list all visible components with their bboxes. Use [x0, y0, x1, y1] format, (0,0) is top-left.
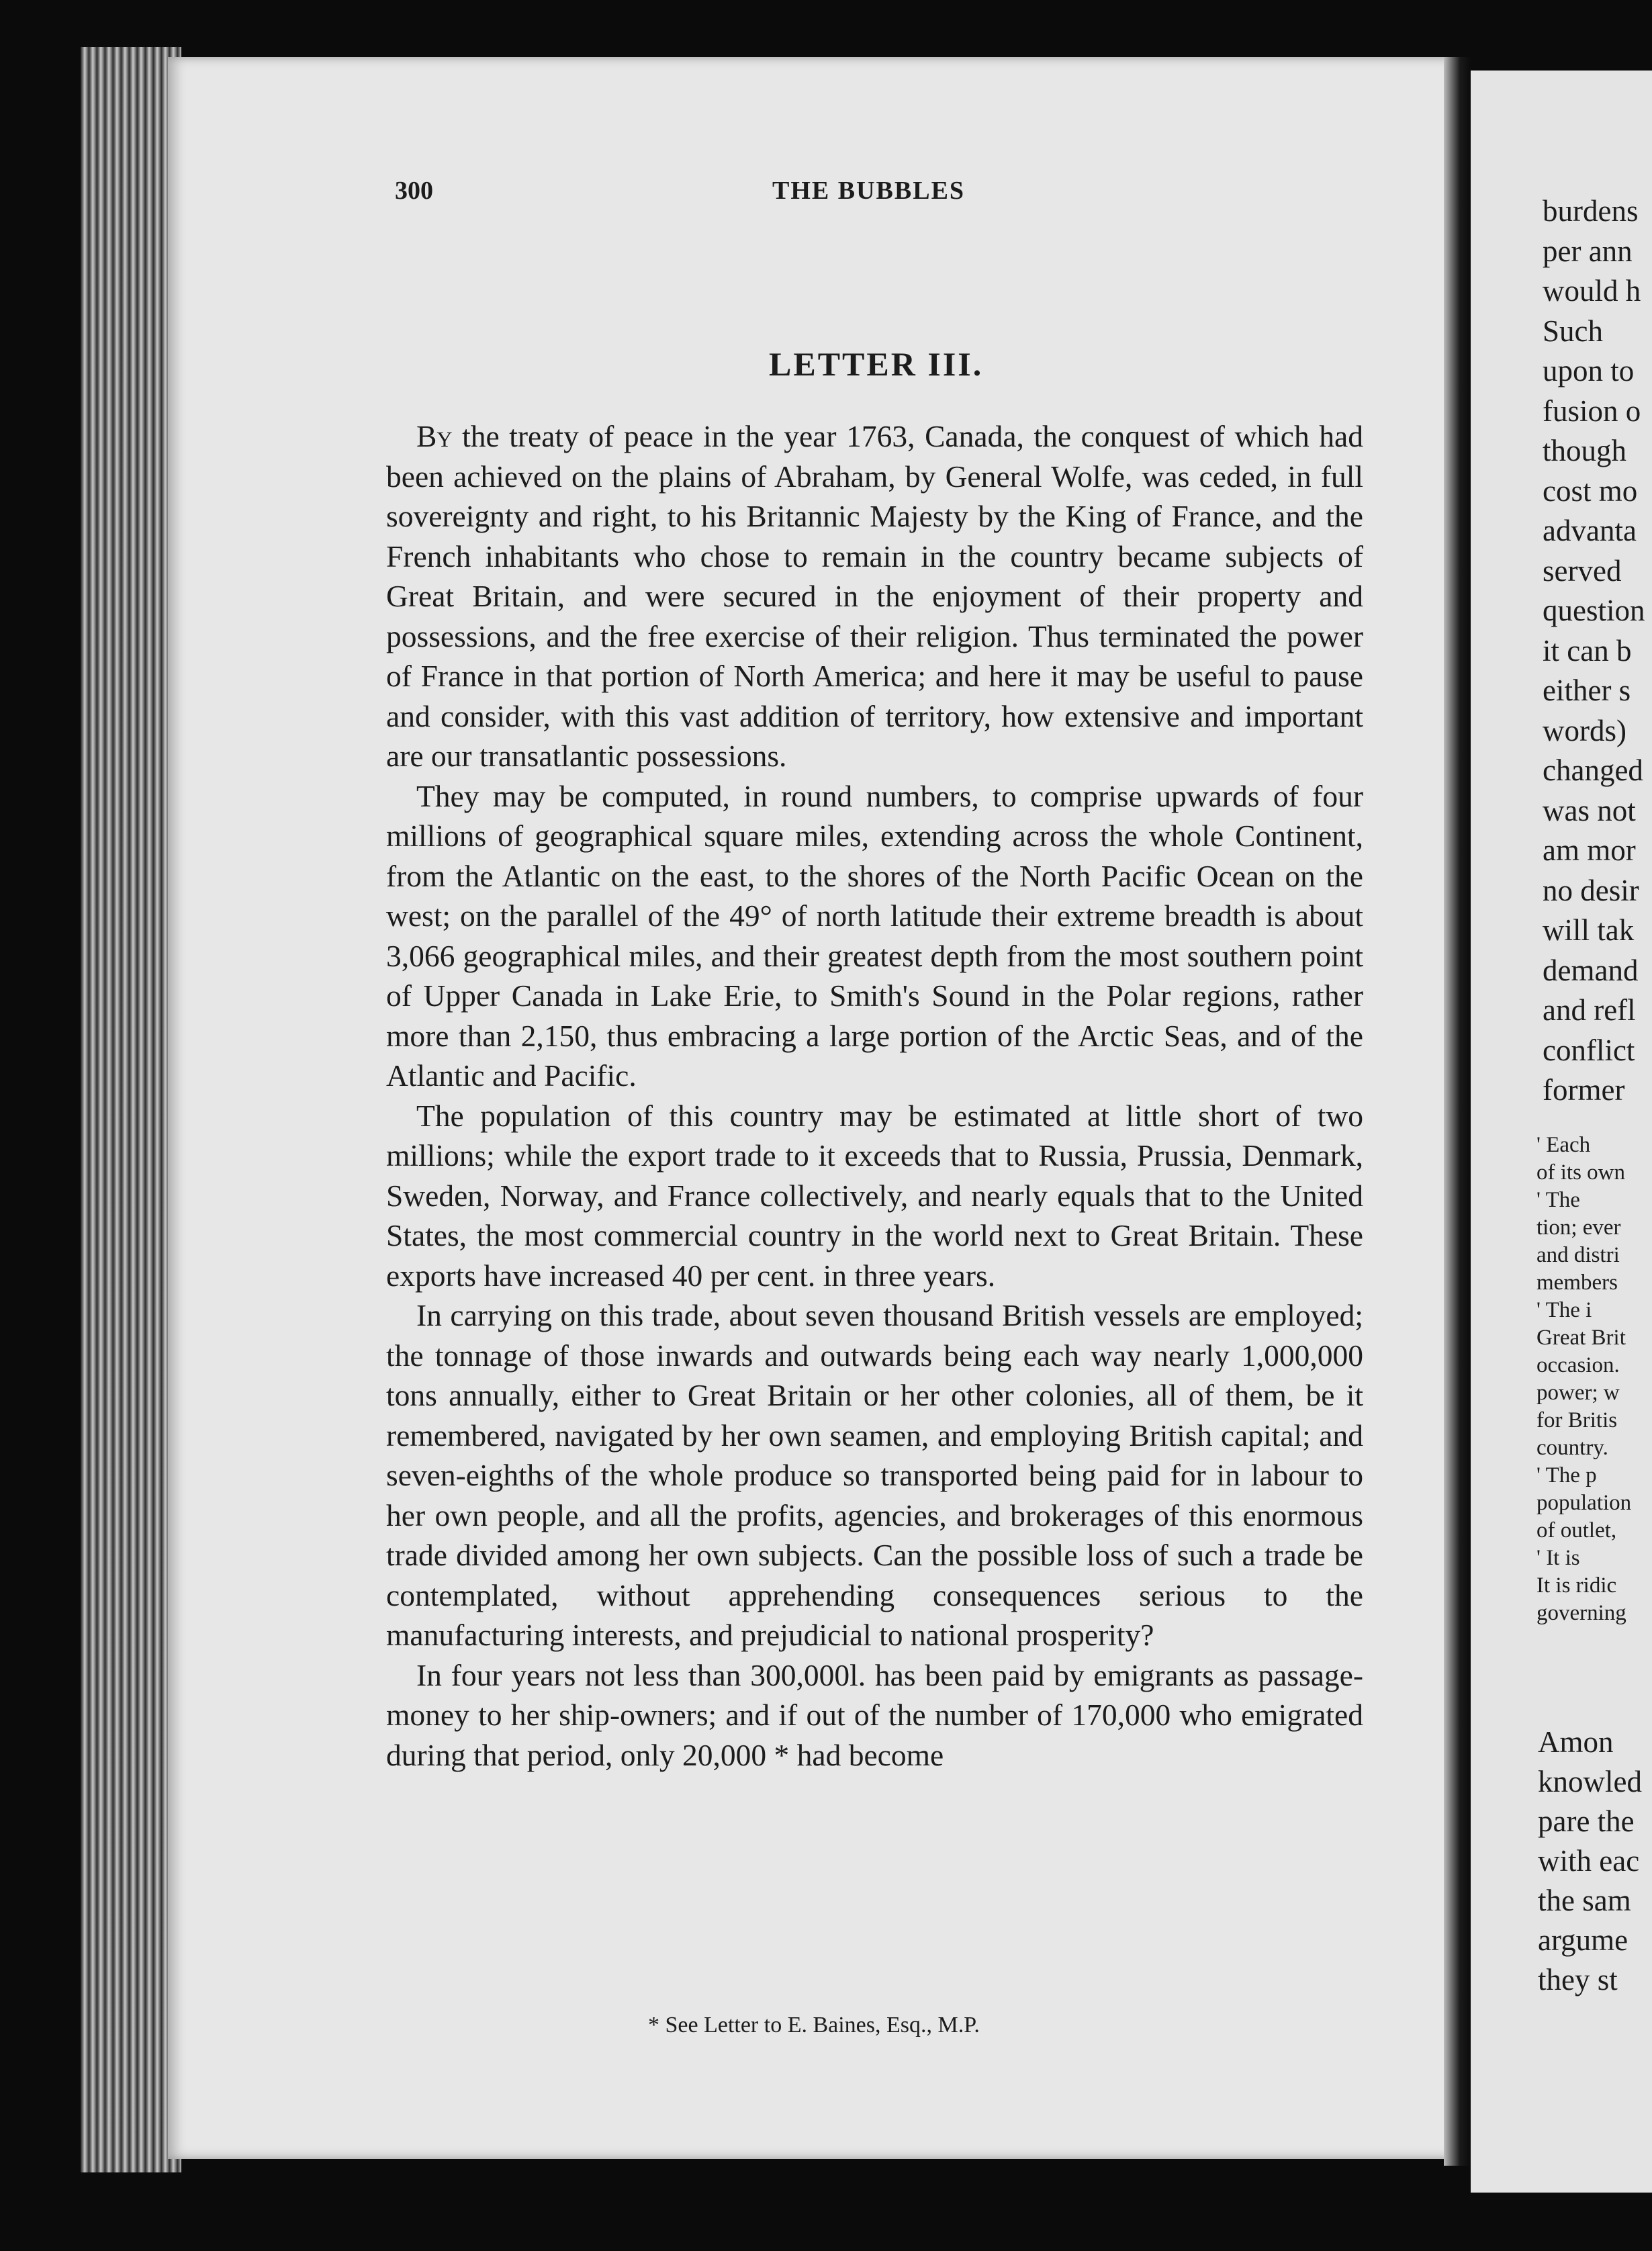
right-page-bottom-line: they st	[1538, 1963, 1618, 1996]
right-page-note-line: of outlet,	[1536, 1518, 1617, 1543]
paragraph	[386, 1295, 1363, 1655]
paragraph-text: the treaty of peace in the year 1763, Canada, the conquest of which had been achieved on the plains of Abraham, by General Wolfe, was ceded, in full sovereignty and right, to his Britannic Majesty by the King of France, and the French inhabitants who chose to remain in the country became subjects of Great Britain, and were secured in the enjoyment of their property and possessions, and the free exercise of their religion. Thus terminated the power of France in that portion of North America; and here it may be useful to pause and consider, with this vast addition of territory, how extensive and important are our transatlantic possessions.	[386, 419, 1363, 773]
right-page-note-line: power; w	[1536, 1381, 1620, 1405]
right-page-bottom-line: argume	[1538, 1923, 1628, 1957]
paragraph-text: In carrying on this trade, about seven thousand British vessels are employed; the tonnage of those inwards and outwards being each way nearly 1,000,000 tons annually, either to Great Britain or her other colonies, all of them, be it remembered, navigated by her own seamen, and employing British capital; and seven-eighths of the whole produce so transported being paid for in labour to her own people, and all the profits, agencies, and brokerages of this enormous trade divided among her own subjects. Can the possible loss of such a trade be contemplated, without apprehending consequences serious to the manufacturing interests, and prejudicial to national prosperity?	[386, 1298, 1363, 1652]
right-page-text	[1543, 191, 1652, 1111]
right-page-line: burdens	[1543, 194, 1639, 228]
right-page-note-line: ' It is	[1536, 1546, 1580, 1570]
right-page-line: though	[1543, 434, 1627, 467]
body-text	[386, 416, 1363, 1775]
right-page-line: demand	[1543, 953, 1639, 987]
right-page-bottom-line: knowled	[1538, 1765, 1642, 1798]
right-page-line: will tak	[1543, 913, 1635, 947]
right-page-note-line: It is ridic	[1536, 1573, 1617, 1598]
right-page-line: it can b	[1543, 633, 1632, 668]
right-page-note-line: ' The i	[1536, 1298, 1592, 1322]
paragraph	[386, 776, 1363, 1096]
right-page-note-line: and distri	[1536, 1243, 1620, 1267]
right-page-line: am mor	[1543, 833, 1636, 867]
right-page-note-line: tion; ever	[1536, 1215, 1621, 1240]
right-page-line: upon to	[1543, 354, 1635, 387]
paragraph	[386, 1655, 1363, 1776]
right-page-line: no desir	[1543, 873, 1639, 907]
right-page-note-line: ' Each	[1536, 1133, 1591, 1157]
page-number: 300	[395, 177, 433, 205]
page-stack-edge	[81, 47, 181, 2172]
right-page-line: per ann	[1543, 234, 1633, 268]
right-page-bottom-text	[1538, 1722, 1652, 2000]
right-page-line: would h	[1543, 274, 1641, 308]
running-title: THE BUBBLES	[772, 177, 966, 205]
right-page-line: advanta	[1543, 514, 1637, 547]
right-page-note-line: for Britis	[1536, 1408, 1618, 1432]
paragraph-lead: By	[416, 419, 453, 453]
right-page-note-line: population	[1536, 1491, 1632, 1515]
paragraph-text: In four years not less than 300,000l. has been paid by emigrants as passage-money to her ship-owners; and if out of the number of 170,000 who emigrated during that period, only 20,000 * had become	[386, 1657, 1363, 1772]
right-page-note-line: ' The p	[1536, 1463, 1597, 1487]
book-gutter	[1444, 57, 1471, 2166]
right-page-bottom-line: with eac	[1538, 1844, 1640, 1878]
paragraph-text: The population of this country may be estimated at little short of two millions; while the export trade to it exceeds that to Russia, Prussia, Denmark, Sweden, Norway, and France collectively, and nearly equals that to the United States, the most commercial country in the world next to Great Britain. These exports have increased 40 per cent. in three years.	[386, 1098, 1363, 1293]
paragraph	[386, 1096, 1363, 1296]
right-page-line: former	[1543, 1073, 1625, 1107]
right-page-note-line: country.	[1536, 1436, 1608, 1460]
footnote: * See Letter to E. Baines, Esq., M.P.	[648, 2013, 980, 2037]
right-page-bottom-line: Amon	[1538, 1725, 1614, 1759]
paragraph-text: They may be computed, in round numbers, to comprise upwards of four millions of geographical square miles, extending across the whole Continent, from the Atlantic on the east, to the shores of the North Pacific Ocean on the west; on the parallel of the 49° of north latitude their extreme breadth is about 3,066 geographical miles, and their greatest depth from the most southern point of Upper Canada in Lake Erie, to Smith's Sound in the Polar regions, rather more than 2,150, thus embracing a large portion of the Arctic Seas, and of the Atlantic and Pacific.	[386, 778, 1363, 1093]
letter-heading: LETTER III.	[769, 345, 984, 383]
right-page-line: was not	[1543, 793, 1636, 827]
right-page-bottom-line: pare the	[1538, 1804, 1635, 1838]
right-page-line: cost mo	[1543, 473, 1638, 508]
paragraph	[386, 416, 1363, 776]
right-page-line: Such	[1543, 314, 1603, 348]
right-page-line: changed	[1543, 753, 1643, 787]
right-page-note-line: ' The	[1536, 1188, 1580, 1212]
right-page-line: fusion o	[1543, 394, 1641, 428]
right-page-note-line: occasion.	[1536, 1353, 1620, 1377]
right-page-line: words)	[1543, 713, 1626, 747]
right-page-note-line: members	[1536, 1271, 1618, 1295]
right-page-line: question	[1543, 594, 1645, 627]
right-page-bottom-line: the sam	[1538, 1884, 1631, 1917]
right-page-line: and refl	[1543, 993, 1636, 1027]
right-page-notes	[1536, 1132, 1652, 1627]
right-page-note-line: Great Brit	[1536, 1326, 1626, 1350]
right-page-line: conflict	[1543, 1033, 1635, 1067]
right-page-note-line: governing	[1536, 1601, 1626, 1625]
right-page-line: either s	[1543, 674, 1631, 707]
right-page-note-line: of its own	[1536, 1160, 1625, 1185]
right-page-line: served	[1543, 553, 1622, 588]
